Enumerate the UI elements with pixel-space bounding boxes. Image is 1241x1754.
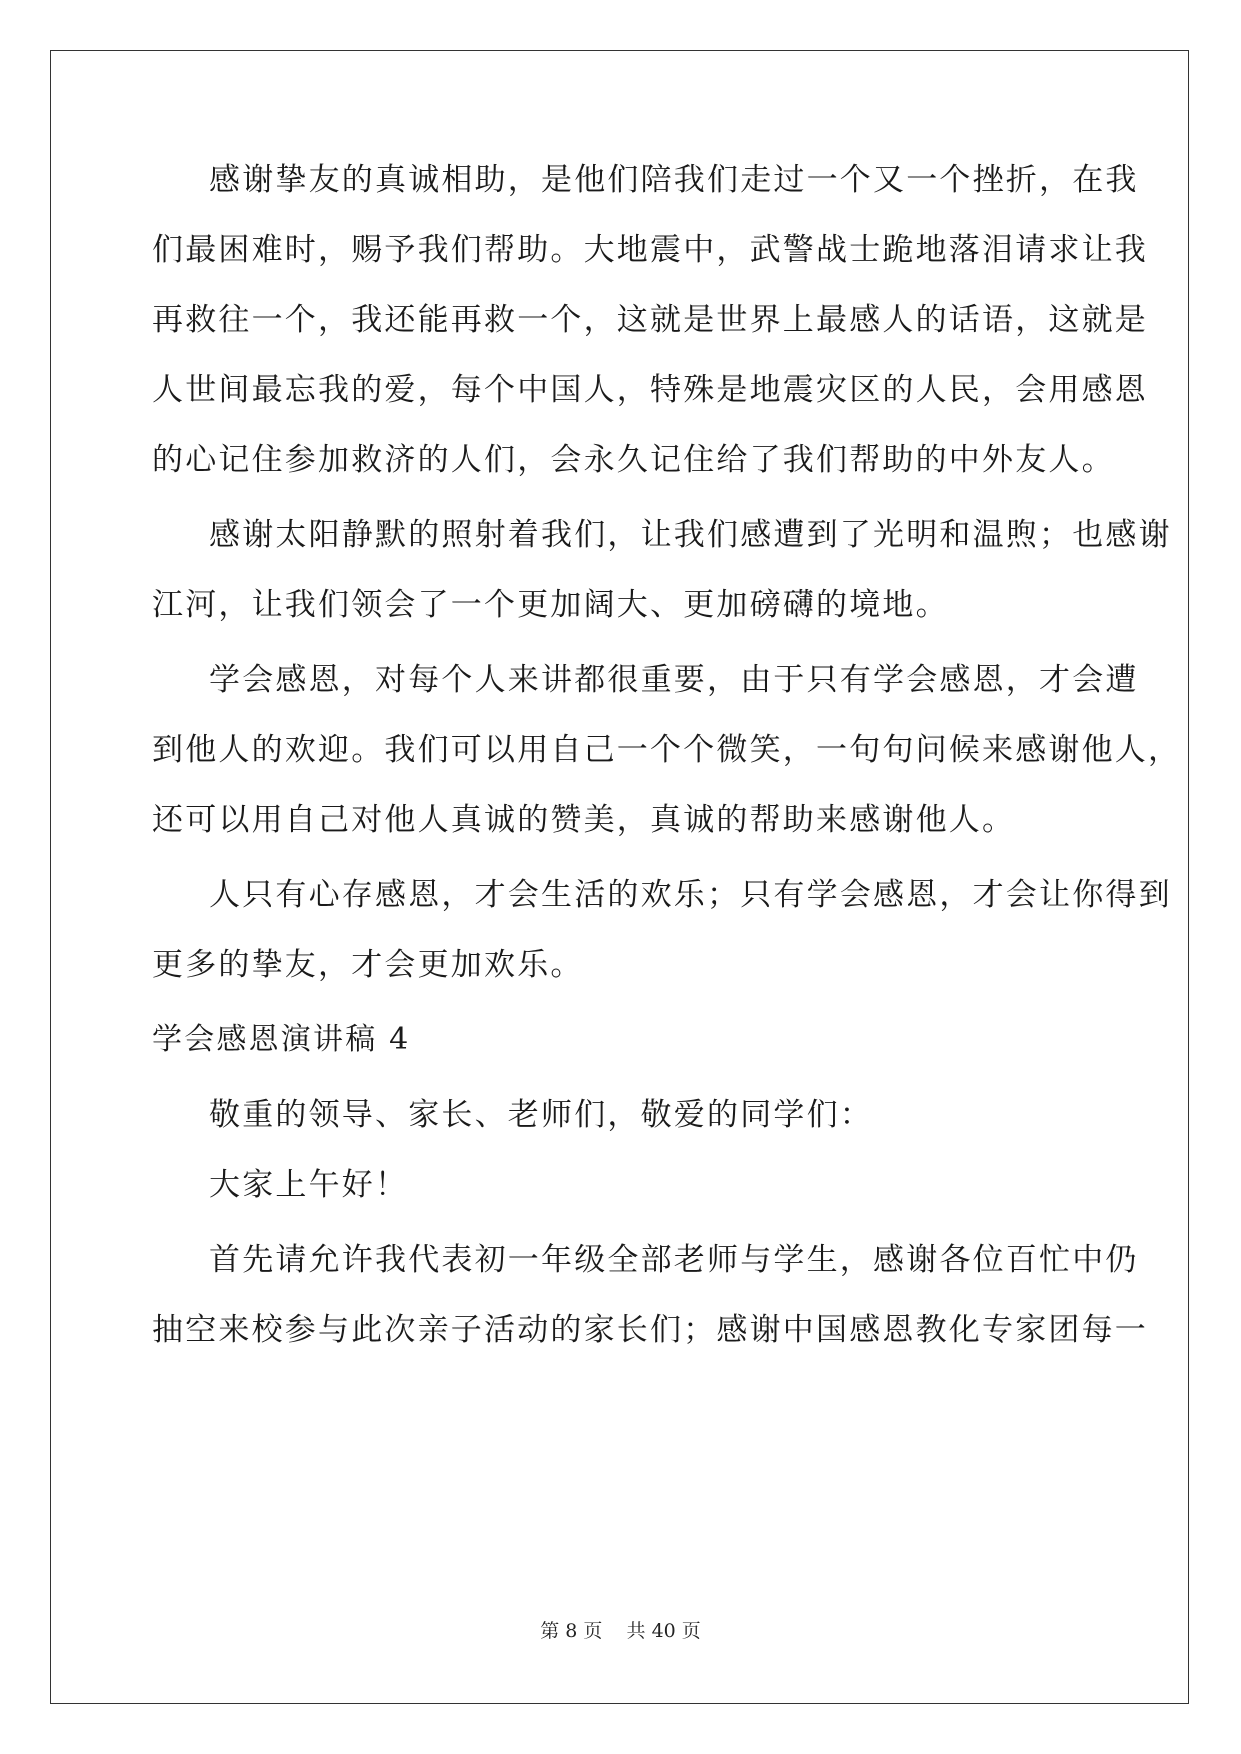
paragraph-line: 的心记住参加救济的人们，会永久记住给了我们帮助的中外友人。 [152,442,1115,478]
paragraph-line: 抽空来校参与此次亲子活动的家长们；感谢中国感恩教化专家团每一 [152,1312,1148,1348]
page-number-footer: 第 8 页 共 40 页 [540,1620,701,1642]
paragraph-line: 大家上午好！ [209,1167,409,1203]
paragraph-line: 感谢挚友的真诚相助，是他们陪我们走过一个又一个挫折，在我 [209,162,1139,198]
paragraph-line: 再救往一个，我还能再救一个，这就是世界上最感人的话语，这就是 [152,302,1148,338]
paragraph-line: 更多的挚友，才会更加欢乐。 [152,947,584,983]
paragraph-line: 们最困难时，赐予我们帮助。大地震中，武警战士跪地落泪请求让我 [152,232,1148,268]
paragraph-line: 敬重的领导、家长、老师们，敬爱的同学们： [209,1097,873,1133]
section-heading: 学会感恩演讲稿 4 [152,1022,411,1057]
paragraph-line: 人世间最忘我的爱，每个中国人，特殊是地震灾区的人民，会用感恩 [152,372,1148,408]
paragraph-line: 到他人的欢迎。我们可以用自己一个个微笑，一句句问候来感谢他人， [152,732,1182,768]
paragraph-line: 还可以用自己对他人真诚的赞美，真诚的帮助来感谢他人。 [152,802,1016,838]
paragraph-line: 江河，让我们领会了一个更加阔大、更加磅礴的境地。 [152,587,949,623]
paragraph-line: 首先请允许我代表初一年级全部老师与学生，感谢各位百忙中仍 [209,1242,1139,1278]
paragraph-line: 学会感恩，对每个人来讲都很重要，由于只有学会感恩，才会遭 [209,662,1139,698]
paragraph-line: 感谢太阳静默的照射着我们，让我们感遭到了光明和温煦；也感谢 [209,517,1172,553]
paragraph-line: 人只有心存感恩，才会生活的欢乐；只有学会感恩，才会让你得到 [209,877,1172,913]
